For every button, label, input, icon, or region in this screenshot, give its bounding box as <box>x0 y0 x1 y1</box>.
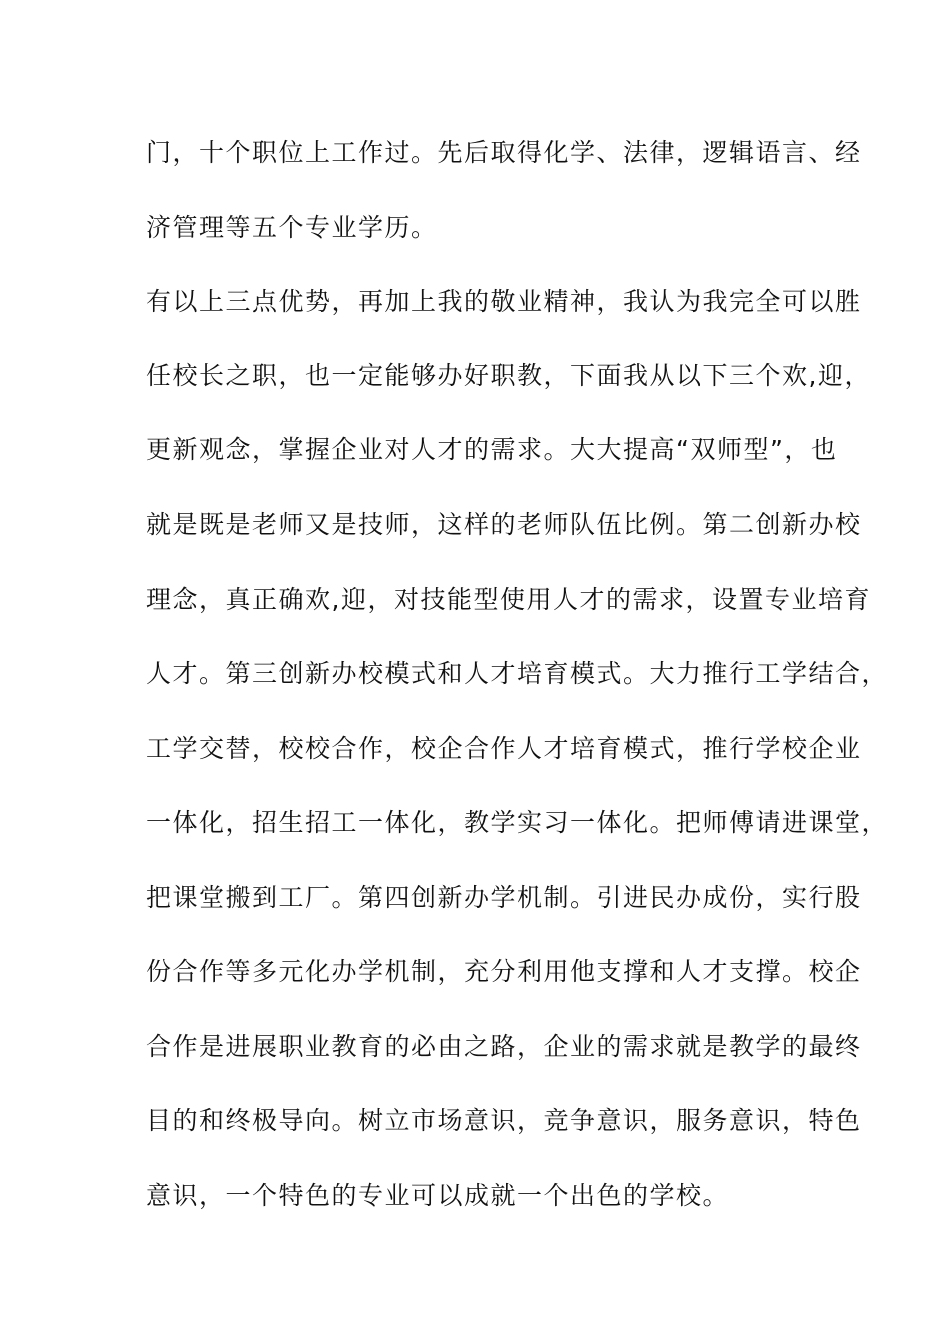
text-line: 意识，一个特色的专业可以成就一个出色的学校。 <box>146 1181 730 1210</box>
text-line: 份合作等多元化办学机制，充分利用他支撑和人才支撑。校企 <box>146 957 862 986</box>
text-line: 人才。第三创新办校模式和人才培育模式。大力推行工学结合， <box>146 659 889 688</box>
text-line: 理念，真正确欢,迎，对技能型使用人才的需求，设置专业培育 <box>146 585 871 614</box>
text-line: 把课堂搬到工厂。第四创新办学机制。引进民办成份，实行股 <box>146 883 862 912</box>
text-line: 目的和终极导向。树立市场意识，竞争意识，服务意识，特色 <box>146 1106 862 1135</box>
text-line: 一体化，招生招工一体化，教学实习一体化。把师傅请进课堂， <box>146 808 889 837</box>
text-line: 门，十个职位上工作过。先后取得化学、法律，逻辑语言、经 <box>146 138 862 167</box>
text-line: 工学交替，校校合作，校企合作人才培育模式，推行学校企业 <box>146 734 862 763</box>
text-line: 更新观念，掌握企业对人才的需求。大大提高“双师型”，也 <box>146 435 838 464</box>
text-line: 合作是进展职业教育的必由之路，企业的需求就是教学的最终 <box>146 1032 862 1061</box>
text-line: 济管理等五个专业学历。 <box>146 213 438 242</box>
text-line: 有以上三点优势，再加上我的敬业精神，我认为我完全可以胜 <box>146 287 862 316</box>
text-line: 任校长之职，也一定能够办好职教，下面我从以下三个欢,迎， <box>146 361 871 390</box>
text-line: 就是既是老师又是技师，这样的老师队伍比例。第二创新办校 <box>146 510 862 539</box>
